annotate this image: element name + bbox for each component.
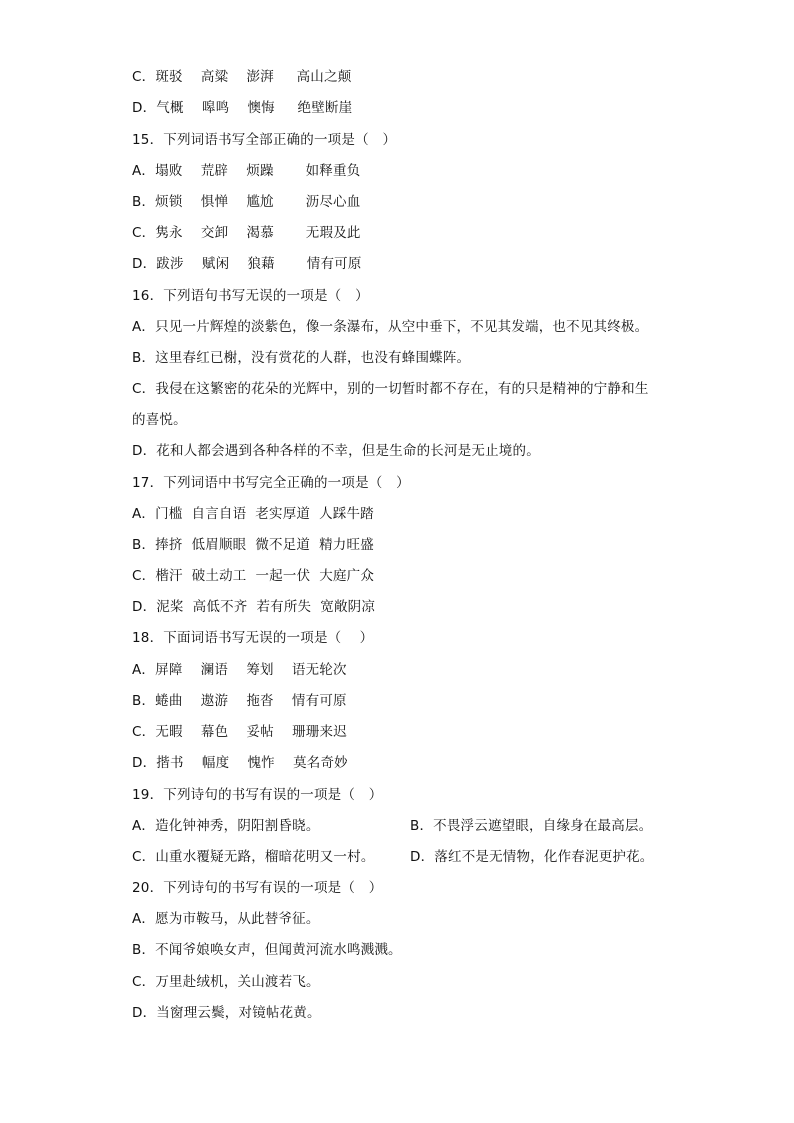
option-line: C．楷汗 破土动工 一起一伏 大庭广众 xyxy=(132,568,375,584)
option-line: C．无暇 幕色 妥帖 珊珊来迟 xyxy=(132,724,347,740)
question-19-option-c: C．山重水覆疑无路，榴暗花明又一村。 xyxy=(132,849,375,865)
option-line: C．我侵在这繁密的花朵的光辉中，别的一切暂时都不存在，有的只是精神的宁静和生 xyxy=(132,381,649,397)
option-line: A．只见一片辉煌的淡紫色，像一条瀑布，从空中垂下，不见其发端，也不见其终极。 xyxy=(132,319,649,335)
option-line: B．捧挤 低眉顺眼 微不足道 精力旺盛 xyxy=(132,537,374,553)
option-line: D．揩书 幅度 愧怍 莫名奇妙 xyxy=(132,755,348,771)
option-line: A．屏障 澜语 筹划 语无轮次 xyxy=(132,662,347,678)
option-line: D．跋涉 赋闲 狼藉 情有可原 xyxy=(132,256,362,272)
question-20: 20．下列诗句的书写有误的一项是（ ） xyxy=(132,880,383,896)
question-19-option-a: A．造化钟神秀，阴阳割昏晓。 xyxy=(132,818,320,834)
option-line: A．门槛 自言自语 老实厚道 人踩牛踏 xyxy=(132,506,374,522)
option-line: B．这里春红已榭，没有赏花的人群，也没有蜂围蝶阵。 xyxy=(132,350,471,366)
question-16: 16．下列语句书写无误的一项是（ ） xyxy=(132,288,369,304)
question-19-option-b: B．不畏浮云遮望眼，自缘身在最高层。 xyxy=(410,818,653,834)
option-line: D．泥桨 高低不齐 若有所失 宽敞阴凉 xyxy=(132,599,376,615)
option-line: D．气概 嗥鸣 懊悔 绝壁断崖 xyxy=(132,100,353,116)
option-line: A．塌败 荒辟 烦躁 如释重负 xyxy=(132,163,361,179)
option-line: D．花和人都会遇到各种各样的不幸，但是生命的长河是无止境的。 xyxy=(132,443,540,459)
option-line: C．隽永 交卸 渴慕 无瑕及此 xyxy=(132,225,361,241)
option-line: C．斑驳 高粱 澎湃 高山之颠 xyxy=(132,69,352,85)
question-19: 19．下列诗句的书写有误的一项是（ ） xyxy=(132,787,383,803)
option-line-continued: 的喜悦。 xyxy=(132,412,187,428)
option-line: A．愿为市鞍马，从此替爷征。 xyxy=(132,911,320,927)
question-17: 17．下列词语中书写完全正确的一项是（ ） xyxy=(132,475,410,491)
option-line: B．烦锁 惧惮 尴尬 沥尽心血 xyxy=(132,194,361,210)
option-line: B．不闻爷娘唤女声，但闻黄河流水鸣溅溅。 xyxy=(132,942,402,958)
option-line: B．蜷曲 遨游 拖沓 情有可原 xyxy=(132,693,347,709)
question-18: 18．下面词语书写无误的一项是（ ） xyxy=(132,630,374,646)
option-line: C．万里赴绒机，关山渡若飞。 xyxy=(132,974,320,990)
question-19-option-d: D．落红不是无情物，化作春泥更护花。 xyxy=(410,849,654,865)
question-15: 15．下列词语书写全部正确的一项是（ ） xyxy=(132,132,397,148)
option-line: D．当窗理云鬓，对镜帖花黄。 xyxy=(132,1005,321,1021)
